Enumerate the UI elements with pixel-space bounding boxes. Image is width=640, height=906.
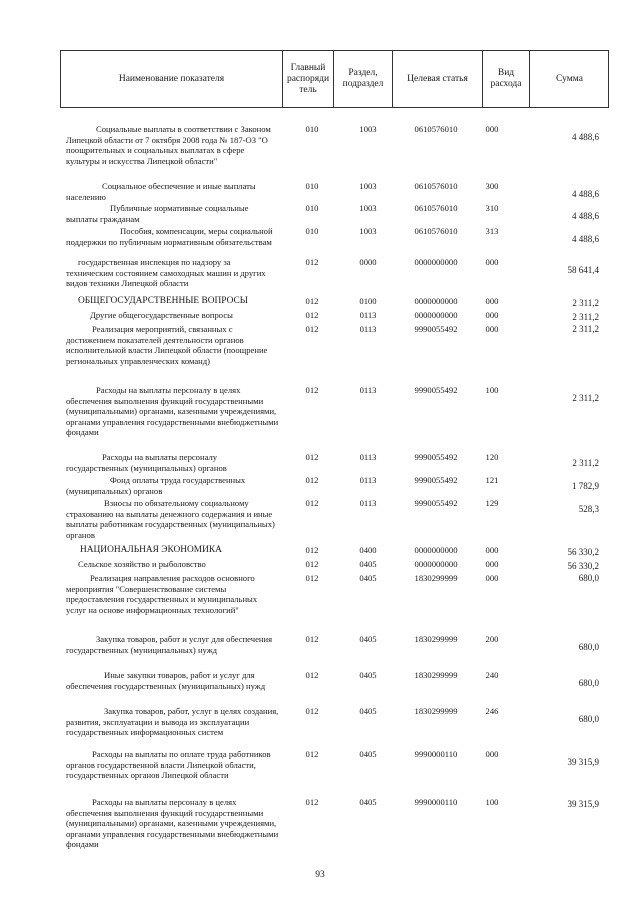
row-admin: 012 (305, 452, 319, 462)
row-name: Социальные выплаты в соответствии с Законом Липецкой области от 7 октября 2008 года № 187-ОЗ "О поощрительных и социальных выплатах в сфере культуры и искусства Липецкой области" (66, 124, 271, 166)
row-sum: 680,0 (578, 573, 599, 583)
row-type: 000 (485, 296, 499, 306)
row-name: Закупка товаров, работ, услуг в целях создания, развития, эксплуатации и вывода из эксплуатации государственных информационных систем (66, 706, 279, 738)
row-section: 0400 (359, 545, 377, 555)
row-name: Другие общегосударственные вопросы (90, 310, 233, 320)
row-type: 310 (485, 203, 499, 213)
table-header (60, 50, 609, 108)
row-target: 9990055492 (414, 452, 458, 462)
row-section: 0405 (359, 559, 377, 569)
row-sum: 2 311,2 (572, 324, 599, 334)
row-type: 200 (485, 634, 499, 644)
row-section: 0000 (359, 257, 377, 267)
row-type: 000 (485, 124, 499, 134)
row-name: Пособия, компенсации, меры социальной поддержки по публичным нормативным обязательствам (66, 226, 273, 247)
row-sum: 680,0 (578, 642, 599, 652)
row-admin: 012 (305, 545, 319, 555)
row-section: 0113 (359, 310, 377, 320)
row-name: Расходы на выплаты персоналу в целях обеспечения выполнения функций государственными (муниципальными) органами, казенными учреждениями, органами управления государственными внебюджетными фондами (66, 797, 279, 850)
row-section: 1003 (359, 203, 377, 213)
row-sum: 1 782,9 (572, 481, 599, 491)
row-sum: 2 311,2 (572, 393, 599, 403)
row-type: 000 (485, 573, 499, 583)
row-admin: 012 (305, 559, 319, 569)
row-admin: 012 (305, 706, 319, 716)
row-target: 0000000000 (414, 296, 458, 306)
row-sum: 2 311,2 (572, 458, 599, 468)
row-admin: 012 (305, 385, 319, 395)
row-name: Закупка товаров, работ и услуг для обеспечения государственных (муниципальных) нужд (66, 634, 273, 655)
row-name: Расходы на выплаты персоналу государственных (муниципальных) органов (66, 452, 227, 473)
row-section: 1003 (359, 124, 377, 134)
row-sum: 680,0 (578, 678, 599, 688)
row-sum: 528,3 (578, 504, 599, 514)
row-name: ОБЩЕГОСУДАРСТВЕННЫЕ ВОПРОСЫ (78, 296, 248, 306)
row-target: 0000000000 (414, 545, 458, 555)
row-admin: 012 (305, 797, 319, 807)
row-sum: 39 315,9 (567, 799, 599, 809)
row-target: 0000000000 (414, 559, 458, 569)
row-sum: 56 330,2 (567, 561, 599, 571)
row-admin: 012 (305, 498, 319, 508)
row-target: 9990000110 (414, 749, 458, 759)
row-sum: 680,0 (578, 714, 599, 724)
row-section: 0113 (359, 475, 377, 485)
row-section: 0405 (359, 706, 377, 716)
row-section: 0405 (359, 573, 377, 583)
row-sum: 2 311,2 (572, 298, 599, 308)
row-admin: 012 (305, 749, 319, 759)
row-section: 0405 (359, 749, 377, 759)
row-section: 0405 (359, 634, 377, 644)
row-name: Иные закупки товаров, работ и услуг для обеспечения государственных (муниципальных) нужд (66, 670, 266, 691)
row-sum: 58 641,4 (567, 265, 599, 275)
row-sum: 39 315,9 (567, 757, 599, 767)
row-target: 0610576010 (414, 226, 458, 236)
header-target: Целевая статья (407, 73, 468, 84)
row-type: 100 (485, 797, 499, 807)
row-admin: 012 (305, 634, 319, 644)
row-name: Расходы на выплаты по оплате труда работников органов государственной власти Липецкой области, государственных органов Липецкой области (66, 749, 271, 781)
row-name: государственная инспекция по надзору за техническим состоянием самоходных машин и других видов техники Липецкой области (66, 257, 266, 289)
row-name: Сельское хозяйство и рыболовство (78, 559, 206, 569)
row-sum: 4 488,6 (572, 211, 599, 221)
row-type: 121 (485, 475, 499, 485)
header-sum: Сумма (556, 73, 583, 84)
row-sum: 4 488,6 (572, 132, 599, 142)
header-section: Раздел, подраздел (342, 68, 384, 89)
row-type: 240 (485, 670, 499, 680)
row-type: 120 (485, 452, 499, 462)
row-section: 1003 (359, 226, 377, 236)
row-target: 9990055492 (414, 324, 458, 334)
row-target: 0610576010 (414, 124, 458, 134)
row-admin: 012 (305, 670, 319, 680)
row-admin: 012 (305, 257, 319, 267)
row-section: 0113 (359, 452, 377, 462)
row-target: 1830299999 (414, 573, 458, 583)
row-admin: 010 (305, 203, 319, 213)
row-admin: 010 (305, 124, 319, 134)
row-target: 9990055492 (414, 475, 458, 485)
row-section: 1003 (359, 181, 377, 191)
row-type: 100 (485, 385, 499, 395)
header-type: Вид расхода (490, 68, 522, 89)
row-section: 0113 (359, 385, 377, 395)
row-section: 0405 (359, 670, 377, 680)
row-admin: 012 (305, 573, 319, 583)
row-admin: 010 (305, 226, 319, 236)
row-name: Взносы по обязательному социальному страхованию на выплаты денежного содержания и иные выплаты работникам государственных (муниципальных) органов (66, 498, 275, 540)
row-section: 0113 (359, 498, 377, 508)
row-name: Расходы на выплаты персоналу в целях обеспечения выполнения функций государственными (муниципальными) органами, казенными учреждениями, органами управления государственными внебюджетными фондами (66, 385, 279, 438)
row-name: Публичные нормативные социальные выплаты гражданам (66, 203, 249, 224)
row-type: 000 (485, 310, 499, 320)
row-sum: 4 488,6 (572, 234, 599, 244)
row-type: 000 (485, 324, 499, 334)
row-type: 129 (485, 498, 499, 508)
row-target: 9990055492 (414, 498, 458, 508)
row-name: Социальное обеспечение и иные выплаты населению (66, 181, 256, 202)
row-type: 000 (485, 559, 499, 569)
row-type: 000 (485, 545, 499, 555)
row-target: 0000000000 (414, 310, 458, 320)
row-target: 0610576010 (414, 181, 458, 191)
row-sum: 2 311,2 (572, 312, 599, 322)
row-name: Реализация мероприятий, связанных с достижением показателей деятельности органов исполнительной власти Липецкой области (поощрение региональных управленческих команд) (66, 324, 268, 366)
row-target: 0000000000 (414, 257, 458, 267)
row-target: 9990055492 (414, 385, 458, 395)
row-admin: 010 (305, 181, 319, 191)
row-admin: 012 (305, 324, 319, 334)
row-target: 1830299999 (414, 634, 458, 644)
row-type: 000 (485, 749, 499, 759)
row-admin: 012 (305, 475, 319, 485)
row-target: 1830299999 (414, 706, 458, 716)
row-sum: 4 488,6 (572, 189, 599, 199)
row-type: 300 (485, 181, 499, 191)
row-name: Реализация направления расходов основного мероприятия "Совершенствование системы предоставления государственных и муниципальных услуг на основе информационных технологий" (66, 573, 258, 615)
row-target: 9990000110 (414, 797, 458, 807)
row-section: 0405 (359, 797, 377, 807)
row-section: 0100 (359, 296, 377, 306)
row-type: 000 (485, 257, 499, 267)
row-target: 0610576010 (414, 203, 458, 213)
header-admin: Главный распоряди тель (286, 62, 330, 95)
row-name: НАЦИОНАЛЬНАЯ ЭКОНОМИКА (80, 545, 222, 555)
row-target: 1830299999 (414, 670, 458, 680)
row-type: 313 (485, 226, 499, 236)
row-admin: 012 (305, 310, 319, 320)
row-section: 0113 (359, 324, 377, 334)
row-admin: 012 (305, 296, 319, 306)
row-name: Фонд оплаты труда государственных (муниципальных) органов (66, 475, 246, 496)
page-number: 93 (315, 870, 325, 880)
row-sum: 56 330,2 (567, 547, 599, 557)
row-type: 246 (485, 706, 499, 716)
header-name: Наименование показателя (118, 73, 225, 84)
